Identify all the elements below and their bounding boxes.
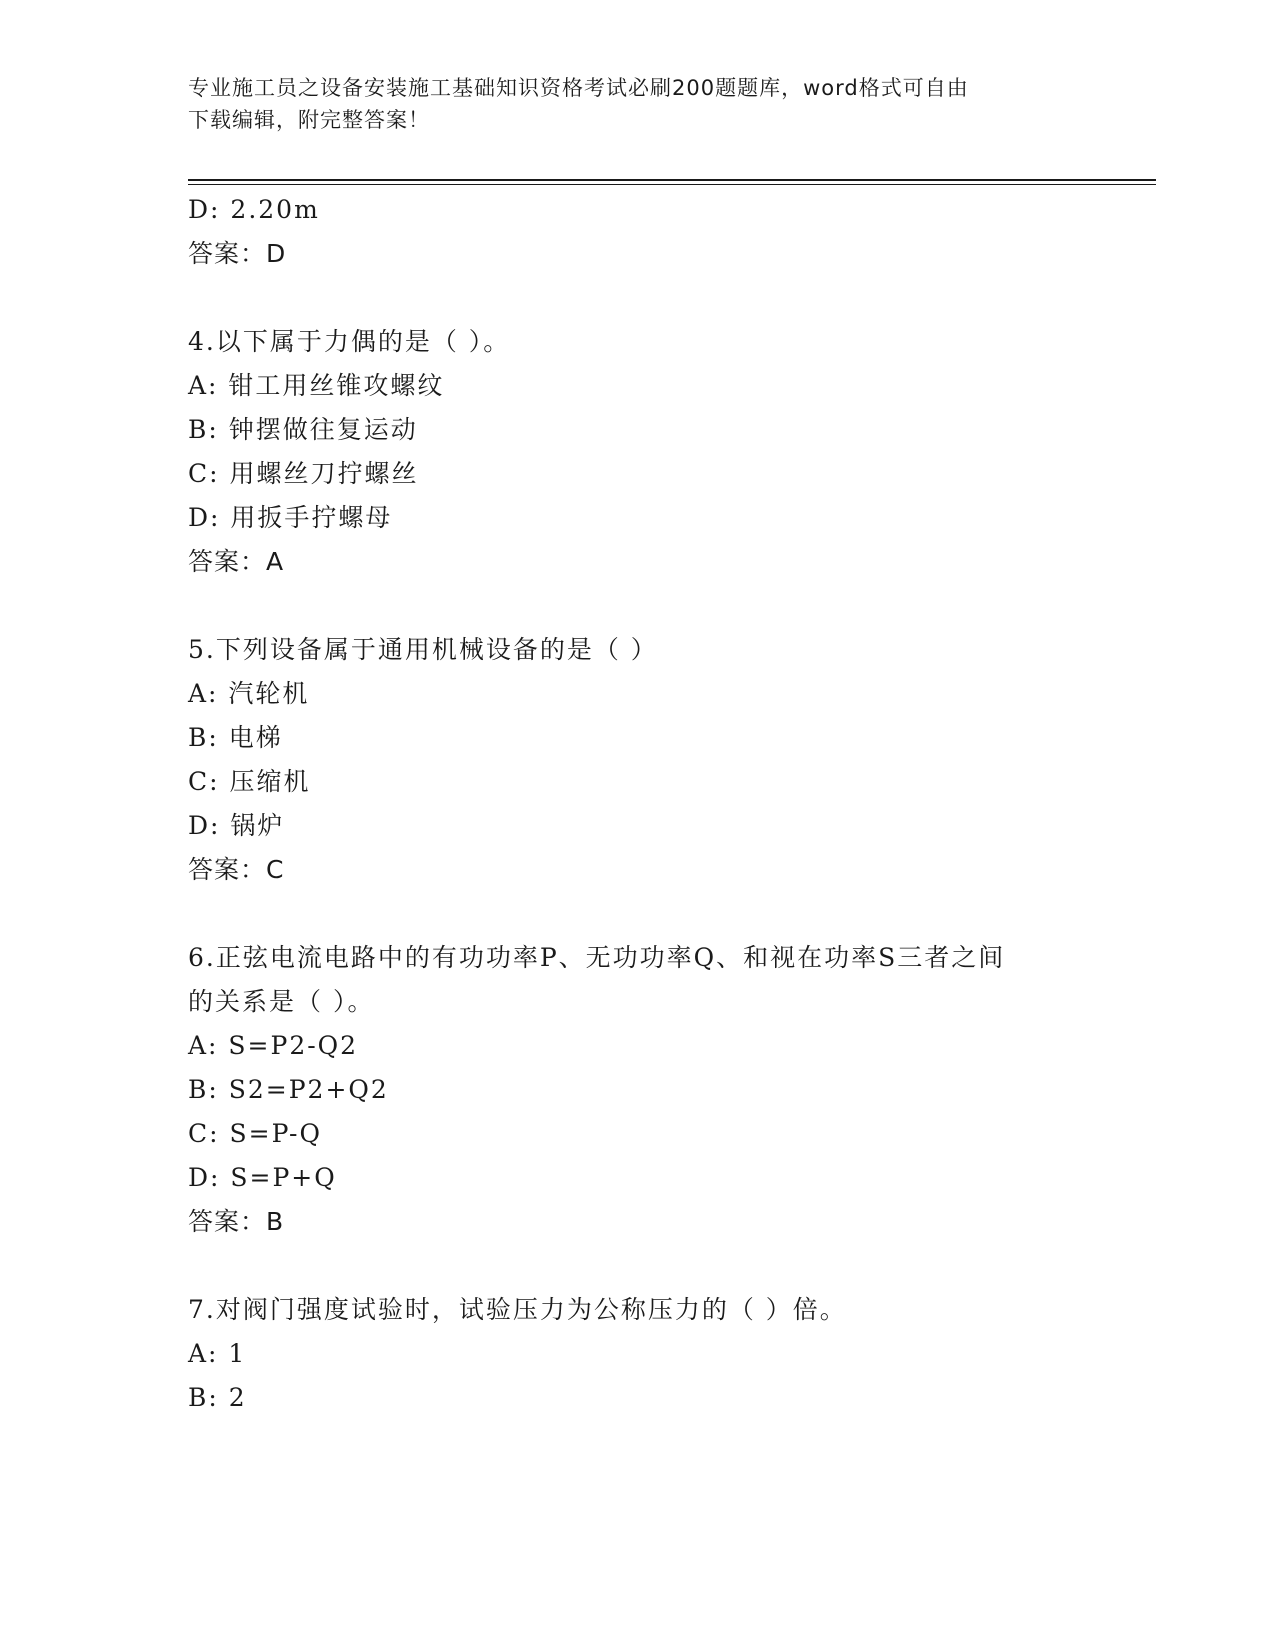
question-4-option-b: B: 钟摆做往复运动 xyxy=(188,415,418,444)
question-4-option-d: D: 用扳手拧螺母 xyxy=(188,503,393,532)
question-6-stem-line-1: 6.正弦电流电路中的有功功率P、无功功率Q、和视在功率S三者之间 xyxy=(188,943,1006,972)
header-rule-thin xyxy=(188,184,1156,185)
question-6-option-b: B: S2=P2+Q2 xyxy=(188,1075,389,1104)
page-header xyxy=(188,72,1088,136)
question-6-option-a: A: S=P2-Q2 xyxy=(188,1031,359,1060)
header-rule xyxy=(188,179,1156,181)
question-7-option-b: B: 2 xyxy=(188,1383,247,1412)
header-line-2: 下载编辑，附完整答案！ xyxy=(188,108,430,132)
question-6-option-d: D: S=P+Q xyxy=(188,1163,337,1192)
question-5-option-b: B: 电梯 xyxy=(188,723,283,752)
question-5-answer: 答案：C xyxy=(188,855,285,884)
prev-answer: 答案：D xyxy=(188,239,287,268)
question-4-answer: 答案：A xyxy=(188,547,285,576)
header-line-1: 专业施工员之设备安装施工基础知识资格考试必刷200题题库，word格式可自由 xyxy=(188,76,969,100)
prev-option-d: D: 2.20m xyxy=(188,195,320,224)
question-5-option-c: C: 压缩机 xyxy=(188,767,311,796)
question-4-option-a: A: 钳工用丝锥攻螺纹 xyxy=(188,371,445,400)
question-4-option-c: C: 用螺丝刀拧螺丝 xyxy=(188,459,419,488)
question-4-stem: 4.以下属于力偶的是（ ）。 xyxy=(188,327,511,356)
question-7-option-a: A: 1 xyxy=(188,1339,247,1368)
question-5-option-d: D: 锅炉 xyxy=(188,811,285,840)
question-5-option-a: A: 汽轮机 xyxy=(188,679,310,708)
question-7-stem: 7.对阀门强度试验时，试验压力为公称压力的（ ）倍。 xyxy=(188,1295,847,1324)
question-6-option-c: C: S=P-Q xyxy=(188,1119,322,1148)
question-5-stem: 5.下列设备属于通用机械设备的是（ ） xyxy=(188,635,658,664)
question-6-answer: 答案：B xyxy=(188,1207,285,1236)
question-6-stem-line-2: 的关系是（ ）。 xyxy=(188,987,375,1016)
